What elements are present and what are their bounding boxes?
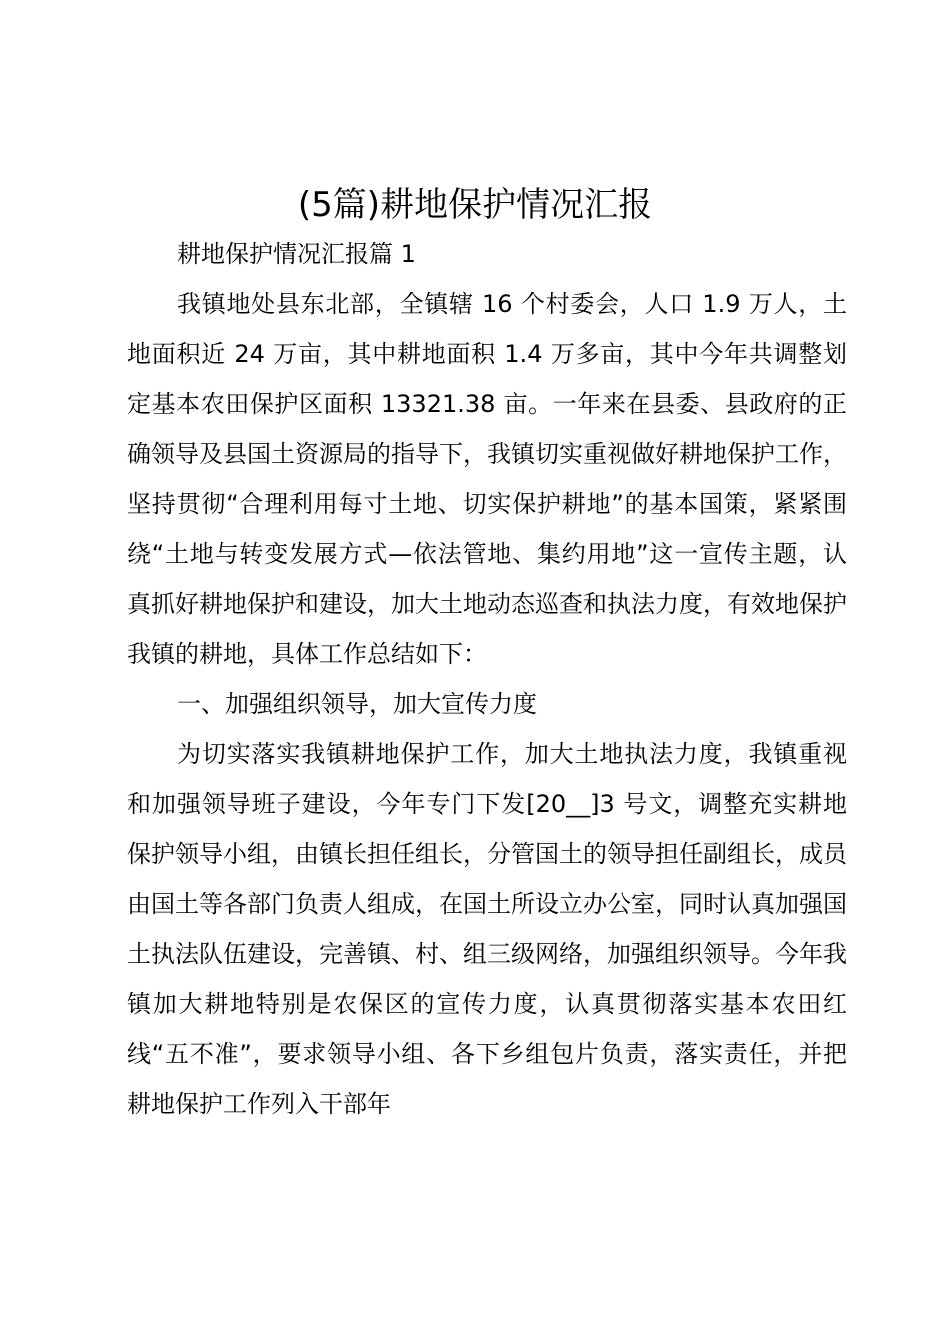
section-heading: 一、加强组织领导，加大宣传力度 [177, 690, 537, 718]
section-paragraph: 为切实落实我镇耕地保护工作，加大土地执法力度，我镇重视和加强领导班子建设，今年专门下发[20__]3 号文，调整充实耕地保护领导小组，由镇长担任组长，分管国土的领导担任副组长，成员由国土等各部门负责人组成，在国土所设立办公室，同时认真加强国土执法队伍建设，完善镇、村、组三级网络，加强组织领导。今年我镇加大耕地特别是农保区的宣传力度，认真贯彻落实基本农田红线“五不准”，要求领导小组、各下乡组包片负责，落实责任，并把耕地保护工作列入干部年 [127, 740, 847, 1118]
document-subtitle: 耕地保护情况汇报篇 1 [177, 240, 416, 268]
document-body [127, 229, 847, 1129]
document-title: (5篇)耕地保护情况汇报 [297, 185, 653, 225]
intro-paragraph: 我镇地处县东北部，全镇辖 16 个村委会，人口 1.9 万人，土地面积近 24 万亩，其中耕地面积 1.4 万多亩，其中今年共调整划定基本农田保护区面积 13321.38 亩。一年来在县委、县政府的正确领导及县国土资源局的指导下，我镇切实重视做好耕地保护工作，坚持贯彻“合理利用每寸土地、切实保护耕地”的基本国策，紧紧围绕“土地与转变发展方式—依法管地、集约用地”这一宣传主题，认真抓好耕地保护和建设，加大土地动态巡查和执法力度，有效地保护我镇的耕地，具体工作总结如下： [127, 290, 847, 668]
